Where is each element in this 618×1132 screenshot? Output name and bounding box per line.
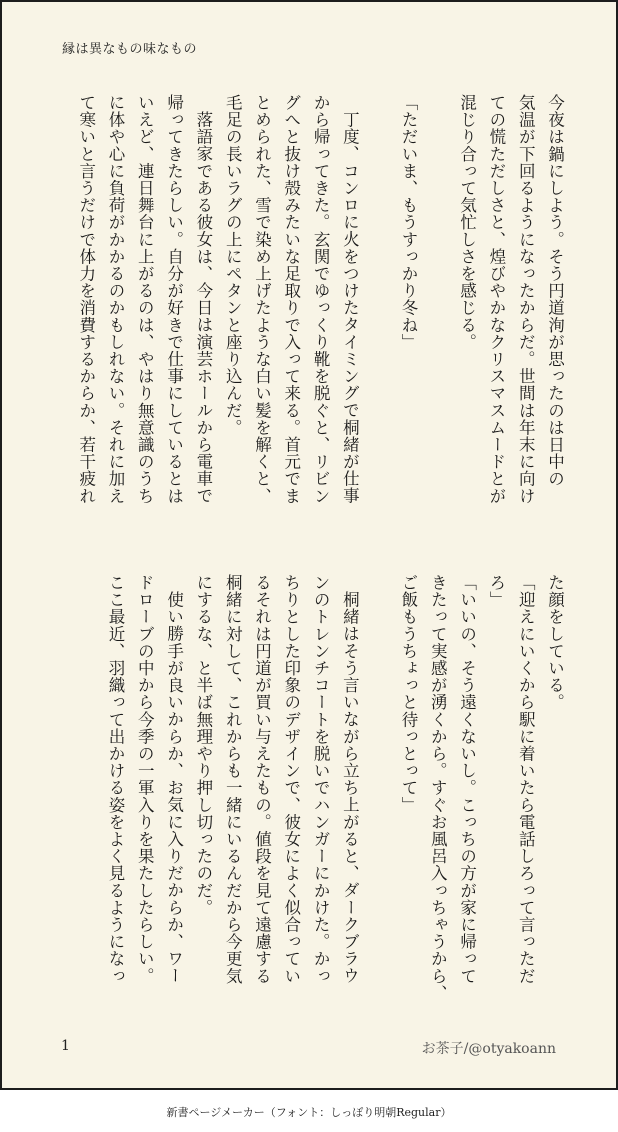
text-column: 桐緒に対して、これからも一緒にいるんだから今更気	[223, 574, 243, 985]
text-column: 混じり合って気忙しさを感じる。	[457, 94, 477, 351]
generator-credit: 新書ページメーカー（フォント：しっぽり明朝Regular）	[166, 1106, 452, 1119]
text-column: ドローブの中から今季の一軍入りを果たしたらしい。	[135, 574, 155, 985]
text-column: 今夜は鍋にしよう。そう円道洵が思ったのは日中の	[545, 94, 565, 488]
text-column: ての慌ただしさと、煌びやかなクリスマスムードとが	[486, 94, 506, 505]
page-number: 1	[61, 1038, 70, 1054]
text-column: きたって実感が湧くから。すぐお風呂入っちゃうから、	[428, 574, 448, 1002]
text-column: て寒いと言うだけで体力を消費するからか、若干疲れ	[76, 94, 96, 505]
text-column: ンのトレンチコートを脱いでハンガーにかけた。かっ	[311, 574, 331, 985]
text-column: グへと抜け殻みたいな足取りで入って来る。首元でま	[281, 94, 301, 505]
text-column: ろ」	[486, 574, 506, 609]
text-column: ちりとした印象のデザインで、彼女によく似合ってい	[281, 574, 301, 985]
text-column: いえど、連日舞台に上がるのは、やはり無意識のうち	[135, 94, 155, 505]
author-credit: お茶子/@otyakoann	[421, 1041, 556, 1057]
page-header-title: 縁は異なもの味なもの	[62, 42, 198, 57]
text-column: とめられた、雪で染め上げたような白い髪を解くと、	[252, 94, 272, 505]
text-column: から帰ってきた。玄関でゆっくり靴を脱ぐと、リビン	[311, 94, 331, 505]
text-column: にするな、と半ば無理やり押し切ったのだ。	[193, 574, 213, 916]
text-column: ご飯もうちょっと待っとって」	[399, 574, 418, 814]
text-column: 毛足の長いラグの上にペタンと座り込んだ。	[223, 94, 243, 436]
text-column: 「ただいま、もうすっかり冬ね」	[399, 94, 418, 351]
text-column: るそれは円道が買い与えたもの。値段を見て遠慮する	[252, 574, 272, 985]
text-column: 「迎えにいくから駅に着いたら電話しろって言っただ	[516, 574, 536, 985]
text-column: 使い勝手が良いからか、お気に入りだからか、ワー	[164, 591, 184, 985]
text-column: 桐緒はそう言いながら立ち上がると、ダークブラウ	[340, 591, 360, 985]
text-column: 帰ってきたらしい。自分が好きで仕事にしているとは	[164, 94, 184, 505]
text-column: 「いいの、そう遠くないし。こっちの方が家に帰って	[457, 574, 477, 985]
text-column: 丁度、コンロに火をつけたタイミングで桐緒が仕事	[340, 111, 360, 505]
text-column: 落語家である彼女は、今日は演芸ホールから電車で	[193, 111, 213, 505]
text-column: ここ最近、羽織って出かける姿をよく見るようになっ	[106, 574, 125, 985]
text-column: に体や心に負荷がかかるのかもしれない。それに加え	[106, 94, 125, 505]
text-column: た顔をしている。	[545, 574, 565, 711]
text-column: 気温が下回るようになったからだ。世間は年末に向け	[516, 94, 536, 505]
